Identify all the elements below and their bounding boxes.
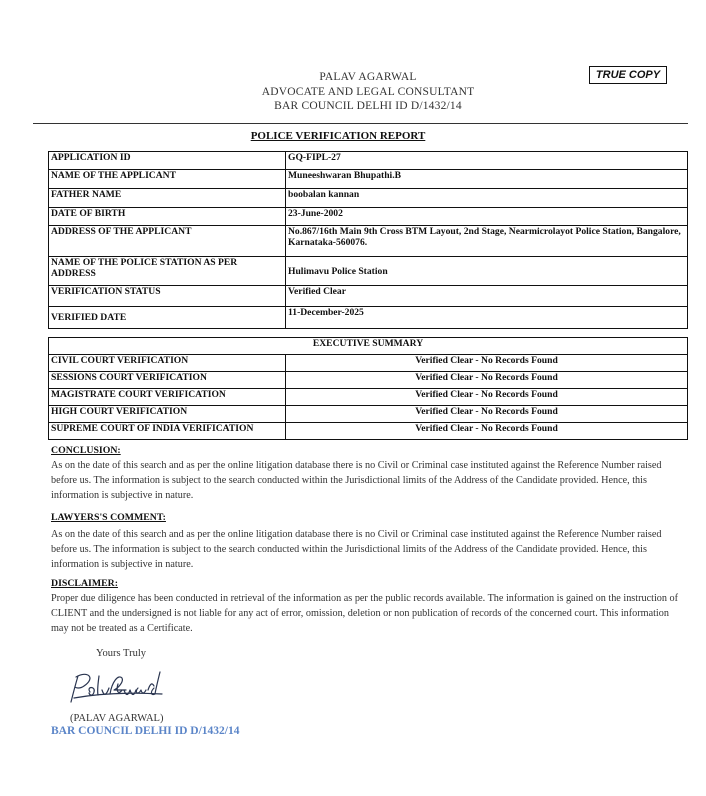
row-label: NAME OF THE APPLICANT <box>49 170 286 189</box>
table-row <box>49 189 688 208</box>
table-row <box>49 152 688 170</box>
row-value: No.867/16th Main 9th Cross BTM Layout, 2nd Stage, Nearmicrolayot Police Station, Bangalore, Karnataka-560076. <box>286 226 688 257</box>
row-value: Verified Clear - No Records Found <box>286 389 688 406</box>
row-value: Verified Clear <box>286 286 688 307</box>
true-copy-stamp: TRUE COPY <box>589 66 667 84</box>
table-row <box>49 226 688 257</box>
table-row <box>49 372 688 389</box>
lawyers-comment-text: As on the date of this search and as per the online litigation database there is no Civil or Criminal case instituted against the Reference Number raised before us. The information is subject to the search conducted within the Jurisdictional limits of the Address of the Candidate provided. Hence, this information is subjective in nature. <box>51 529 662 570</box>
disclaimer-text: Proper due diligence has been conducted in retrieval of the information as per the public records available. The information is gained on the instruction of CLIENT and the undersigned is not liable for any act of error, omission, deletion or non publication of records of the concerned court. This information may not be treated as a Certificate. <box>51 593 678 634</box>
row-label: ADDRESS OF THE APPLICANT <box>49 226 286 257</box>
signatory-bar-council-id: BAR COUNCIL DELHI ID D/1432/14 <box>51 725 240 737</box>
header-divider <box>33 123 688 124</box>
row-value: Verified Clear - No Records Found <box>286 372 688 389</box>
table-row <box>49 286 688 307</box>
conclusion-text: As on the date of this search and as per the online litigation database there is no Civil or Criminal case instituted against the Reference Number raised before us. The information is subject to the search conducted within the Jurisdictional limits of the Address of the Candidate provided. Hence, this information is subjective in nature. <box>51 460 662 501</box>
lawyer-name: PALAV AGARWAL <box>319 71 417 83</box>
row-label: FATHER NAME <box>49 189 286 208</box>
report-title: POLICE VERIFICATION REPORT <box>250 130 426 142</box>
signatory-name: (PALAV AGARWAL) <box>70 713 164 724</box>
table-row <box>49 355 688 372</box>
summary-heading: EXECUTIVE SUMMARY <box>49 338 688 355</box>
row-label: CIVIL COURT VERIFICATION <box>49 355 286 372</box>
table-row <box>49 257 688 286</box>
row-label: DATE OF BIRTH <box>49 208 286 226</box>
row-label: APPLICATION ID <box>49 152 286 170</box>
row-value: Verified Clear - No Records Found <box>286 423 688 440</box>
table-row <box>49 423 688 440</box>
lawyer-title: ADVOCATE AND LEGAL CONSULTANT <box>261 86 475 98</box>
table-row <box>49 406 688 423</box>
table-row <box>49 208 688 226</box>
row-value: Verified Clear - No Records Found <box>286 355 688 372</box>
row-value: GQ-FIPL-27 <box>286 152 688 170</box>
conclusion-heading: CONCLUSION: <box>51 445 121 456</box>
lawyer-bar-council-id: BAR COUNCIL DELHI ID D/1432/14 <box>274 100 462 112</box>
row-value: 23-June-2002 <box>286 208 688 226</box>
row-value: Verified Clear - No Records Found <box>286 406 688 423</box>
row-value: Hulimavu Police Station <box>286 257 688 286</box>
signature <box>66 668 166 708</box>
row-label: NAME OF THE POLICE STATION AS PER ADDRESS <box>49 257 286 286</box>
disclaimer-heading: DISCLAIMER: <box>51 578 118 589</box>
lawyers-comment-heading: LAWYERS'S COMMENT: <box>51 512 166 523</box>
row-label: HIGH COURT VERIFICATION <box>49 406 286 423</box>
yours-truly: Yours Truly <box>96 648 147 659</box>
applicant-details-table <box>48 151 688 329</box>
table-row <box>49 170 688 189</box>
row-value: 11-December-2025 <box>286 307 688 329</box>
table-row <box>49 389 688 406</box>
table-row <box>49 307 688 329</box>
row-value: Muneeshwaran Bhupathi.B <box>286 170 688 189</box>
row-label: VERIFICATION STATUS <box>49 286 286 307</box>
row-label: VERIFIED DATE <box>49 307 286 329</box>
row-value: boobalan kannan <box>286 189 688 208</box>
row-label: MAGISTRATE COURT VERIFICATION <box>49 389 286 406</box>
executive-summary-table <box>48 337 688 440</box>
table-header-row <box>49 338 688 355</box>
row-label: SESSIONS COURT VERIFICATION <box>49 372 286 389</box>
row-label: SUPREME COURT OF INDIA VERIFICATION <box>49 423 286 440</box>
